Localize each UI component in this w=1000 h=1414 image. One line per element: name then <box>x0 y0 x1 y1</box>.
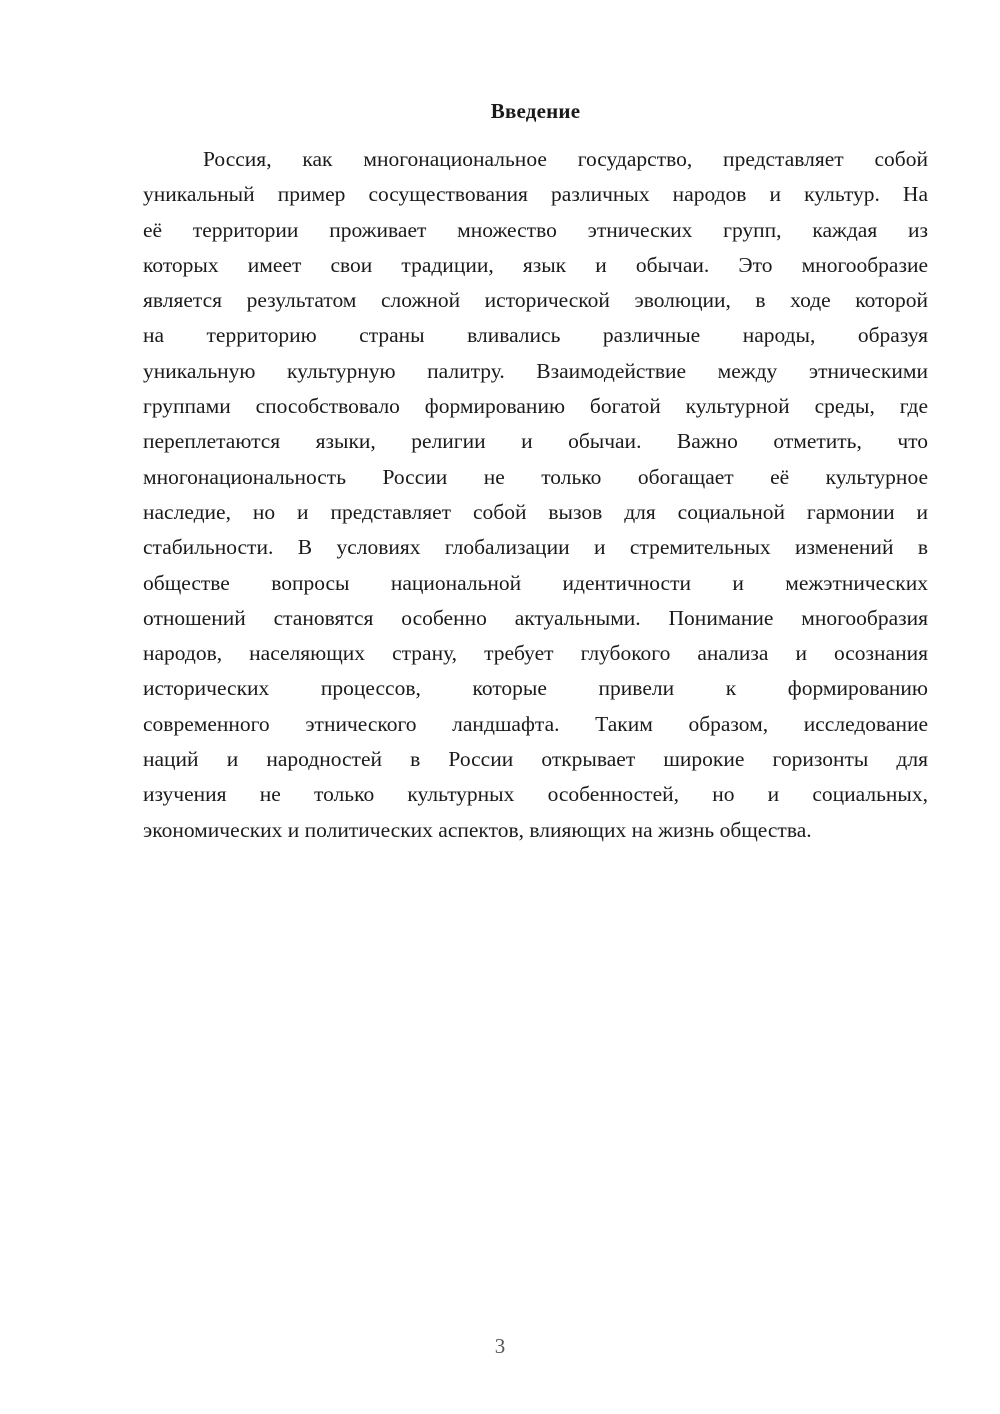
paragraph-line: многонациональность России не только обогащает её культурное <box>143 464 928 489</box>
paragraph-line: экономических и политических аспектов, влияющих на жизнь общества. <box>143 817 812 842</box>
paragraph-line: группами способствовало формированию богатой культурной среды, где <box>143 394 928 419</box>
paragraph-line: её территории проживает множество этнических групп, каждая из <box>143 217 928 242</box>
paragraph-line: обществе вопросы национальной идентичности и межэтнических <box>143 570 928 595</box>
paragraph-line: является результатом сложной исторической эволюции, в ходе которой <box>143 288 928 313</box>
paragraph-line: отношений становятся особенно актуальными. Понимание многообразия <box>143 605 928 630</box>
paragraph-line: переплетаются языки, религии и обычаи. Важно отметить, что <box>143 429 928 454</box>
paragraph-line: уникальный пример сосуществования различных народов и культур. На <box>143 182 928 207</box>
paragraph-line: современного этнического ландшафта. Таким образом, исследование <box>143 711 928 736</box>
page-number: 3 <box>494 1334 506 1358</box>
paragraph-line: стабильности. В условиях глобализации и стремительных изменений в <box>143 535 928 560</box>
paragraph-line: уникальную культурную палитру. Взаимодействие между этническими <box>143 358 928 383</box>
section-heading: Введение <box>490 99 581 123</box>
paragraph-line: которых имеет свои традиции, язык и обычаи. Это многообразие <box>143 252 928 277</box>
paragraph-line: исторических процессов, которые привели к формированию <box>143 676 928 701</box>
paragraph-line: народов, населяющих страну, требует глубокого анализа и осознания <box>143 641 928 666</box>
paragraph-line: наследие, но и представляет собой вызов для социальной гармонии и <box>143 499 928 524</box>
intro-paragraph <box>143 142 928 848</box>
paragraph-line: Россия, как многонациональное государство, представляет собой <box>203 147 928 171</box>
paragraph-line: изучения не только культурных особенностей, но и социальных, <box>143 782 928 807</box>
paragraph-line: на территорию страны вливались различные народы, образуя <box>143 323 928 348</box>
paragraph-line: наций и народностей в России открывает широкие горизонты для <box>143 747 928 772</box>
